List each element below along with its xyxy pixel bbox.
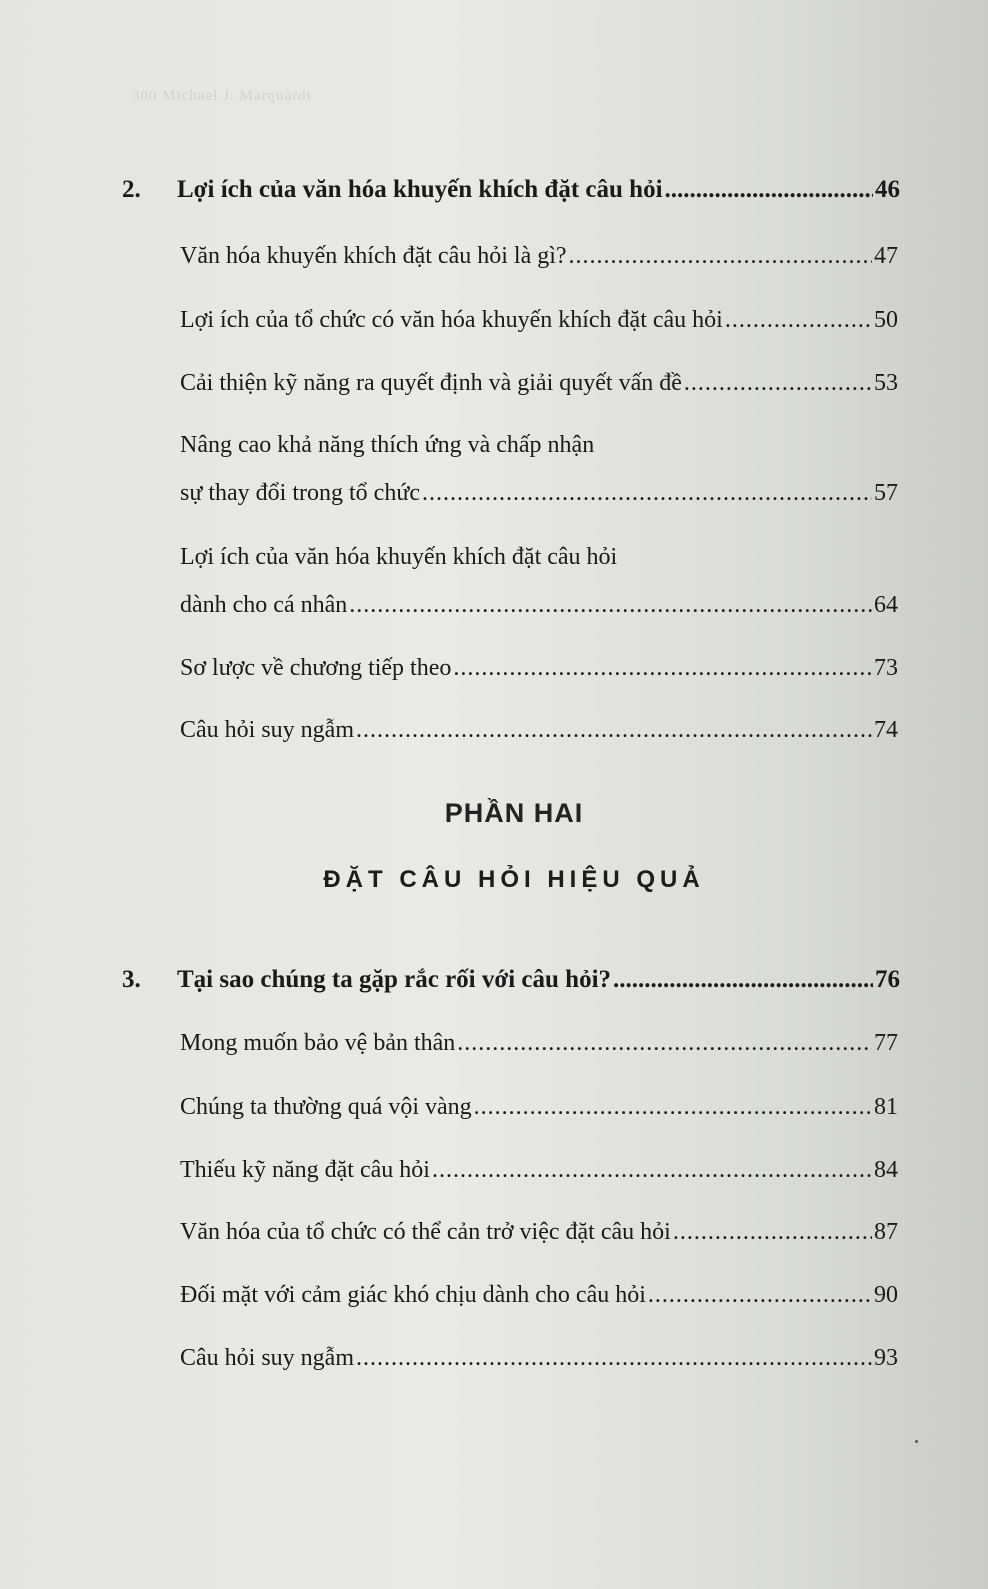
entry-title: Chúng ta thường quá vội vàng <box>180 1094 472 1120</box>
entry-title-line-1[interactable]: Lợi ích của văn hóa khuyến khích đặt câu hỏi <box>180 544 618 570</box>
dot-leader <box>432 1157 872 1184</box>
chapter-title: Lợi ích của văn hóa khuyến khích đặt câu hỏi <box>177 176 663 203</box>
page-number: 57 <box>874 480 898 506</box>
part-title: ĐẶT CÂU HỎI HIỆU QUẢ <box>323 866 705 893</box>
dot-leader <box>349 592 872 619</box>
entry-title: Văn hóa của tổ chức có thể cản trở việc đặt câu hỏi <box>180 1219 671 1245</box>
dot-leader <box>474 1094 872 1121</box>
page-number: 64 <box>874 592 898 618</box>
entry-title: Câu hỏi suy ngẫm <box>180 717 354 743</box>
entry-title: Văn hóa khuyến khích đặt câu hỏi là gì? <box>180 243 567 269</box>
dot-leader <box>673 1219 872 1246</box>
page-number: 46 <box>875 176 900 203</box>
dot-leader <box>422 480 872 507</box>
entry-title: Cải thiện kỹ năng ra quyết định và giải quyết vấn đề <box>180 370 682 396</box>
dot-leader <box>684 370 872 397</box>
page-number: 81 <box>874 1094 898 1120</box>
toc-entry[interactable] <box>180 1157 898 1184</box>
dot-leader <box>613 966 873 994</box>
dot-leader <box>648 1282 872 1309</box>
page-number: 53 <box>874 370 898 396</box>
entry-title: Thiếu kỹ năng đặt câu hỏi <box>180 1157 430 1183</box>
toc-entry[interactable] <box>180 480 898 507</box>
toc-entry[interactable] <box>180 655 898 682</box>
toc-entry[interactable] <box>180 1345 898 1372</box>
chapter-number: 2. <box>122 176 141 203</box>
chapter-number: 3. <box>122 966 141 993</box>
dot-leader <box>356 1345 872 1372</box>
toc-entry[interactable] <box>180 592 898 619</box>
paper-speck <box>915 1440 918 1443</box>
entry-title: Lợi ích của tổ chức có văn hóa khuyến khích đặt câu hỏi <box>180 307 723 333</box>
toc-entry[interactable] <box>180 1282 898 1309</box>
page-number: 90 <box>874 1282 898 1308</box>
toc-entry[interactable] <box>180 1094 898 1121</box>
dot-leader <box>665 176 873 204</box>
toc-entry[interactable] <box>180 1030 898 1057</box>
dot-leader <box>453 655 872 682</box>
entry-title-line-1[interactable]: Nâng cao khả năng thích ứng và chấp nhận <box>180 432 595 458</box>
entry-title-line-2: sự thay đổi trong tổ chức <box>180 480 420 506</box>
toc-chapter-2[interactable] <box>122 176 900 204</box>
part-label: PHẦN HAI <box>444 798 584 828</box>
toc-entry[interactable] <box>180 717 898 744</box>
toc-entry[interactable] <box>180 307 898 334</box>
page-number: 87 <box>874 1219 898 1245</box>
entry-title: Mong muốn bảo vệ bản thân <box>180 1030 456 1056</box>
entry-title: Đối mặt với cảm giác khó chịu dành cho câu hỏi <box>180 1282 646 1308</box>
toc-entry[interactable] <box>180 243 898 270</box>
dot-leader <box>725 307 872 334</box>
page-number: 73 <box>874 655 898 681</box>
page-number: 74 <box>874 717 898 743</box>
chapter-title: Tại sao chúng ta gặp rắc rối với câu hỏi? <box>177 966 612 993</box>
entry-title: Sơ lược về chương tiếp theo <box>180 655 452 681</box>
dot-leader <box>457 1030 872 1057</box>
toc-chapter-3[interactable] <box>122 966 900 994</box>
page-number: 93 <box>874 1345 898 1371</box>
entry-title-line-2: dành cho cá nhân <box>180 592 348 618</box>
toc-entry[interactable] <box>180 370 898 397</box>
dot-leader <box>569 243 872 270</box>
page-number: 77 <box>874 1030 898 1056</box>
show-through-running-header: 300 Michael J. Marquardt <box>132 88 312 104</box>
entry-title: Câu hỏi suy ngẫm <box>180 1345 354 1371</box>
dot-leader <box>356 717 872 744</box>
page-number: 50 <box>874 307 898 333</box>
toc-entry[interactable] <box>180 1219 898 1246</box>
page-number: 47 <box>874 243 898 269</box>
page-number: 84 <box>874 1157 898 1183</box>
page-number: 76 <box>875 966 900 993</box>
